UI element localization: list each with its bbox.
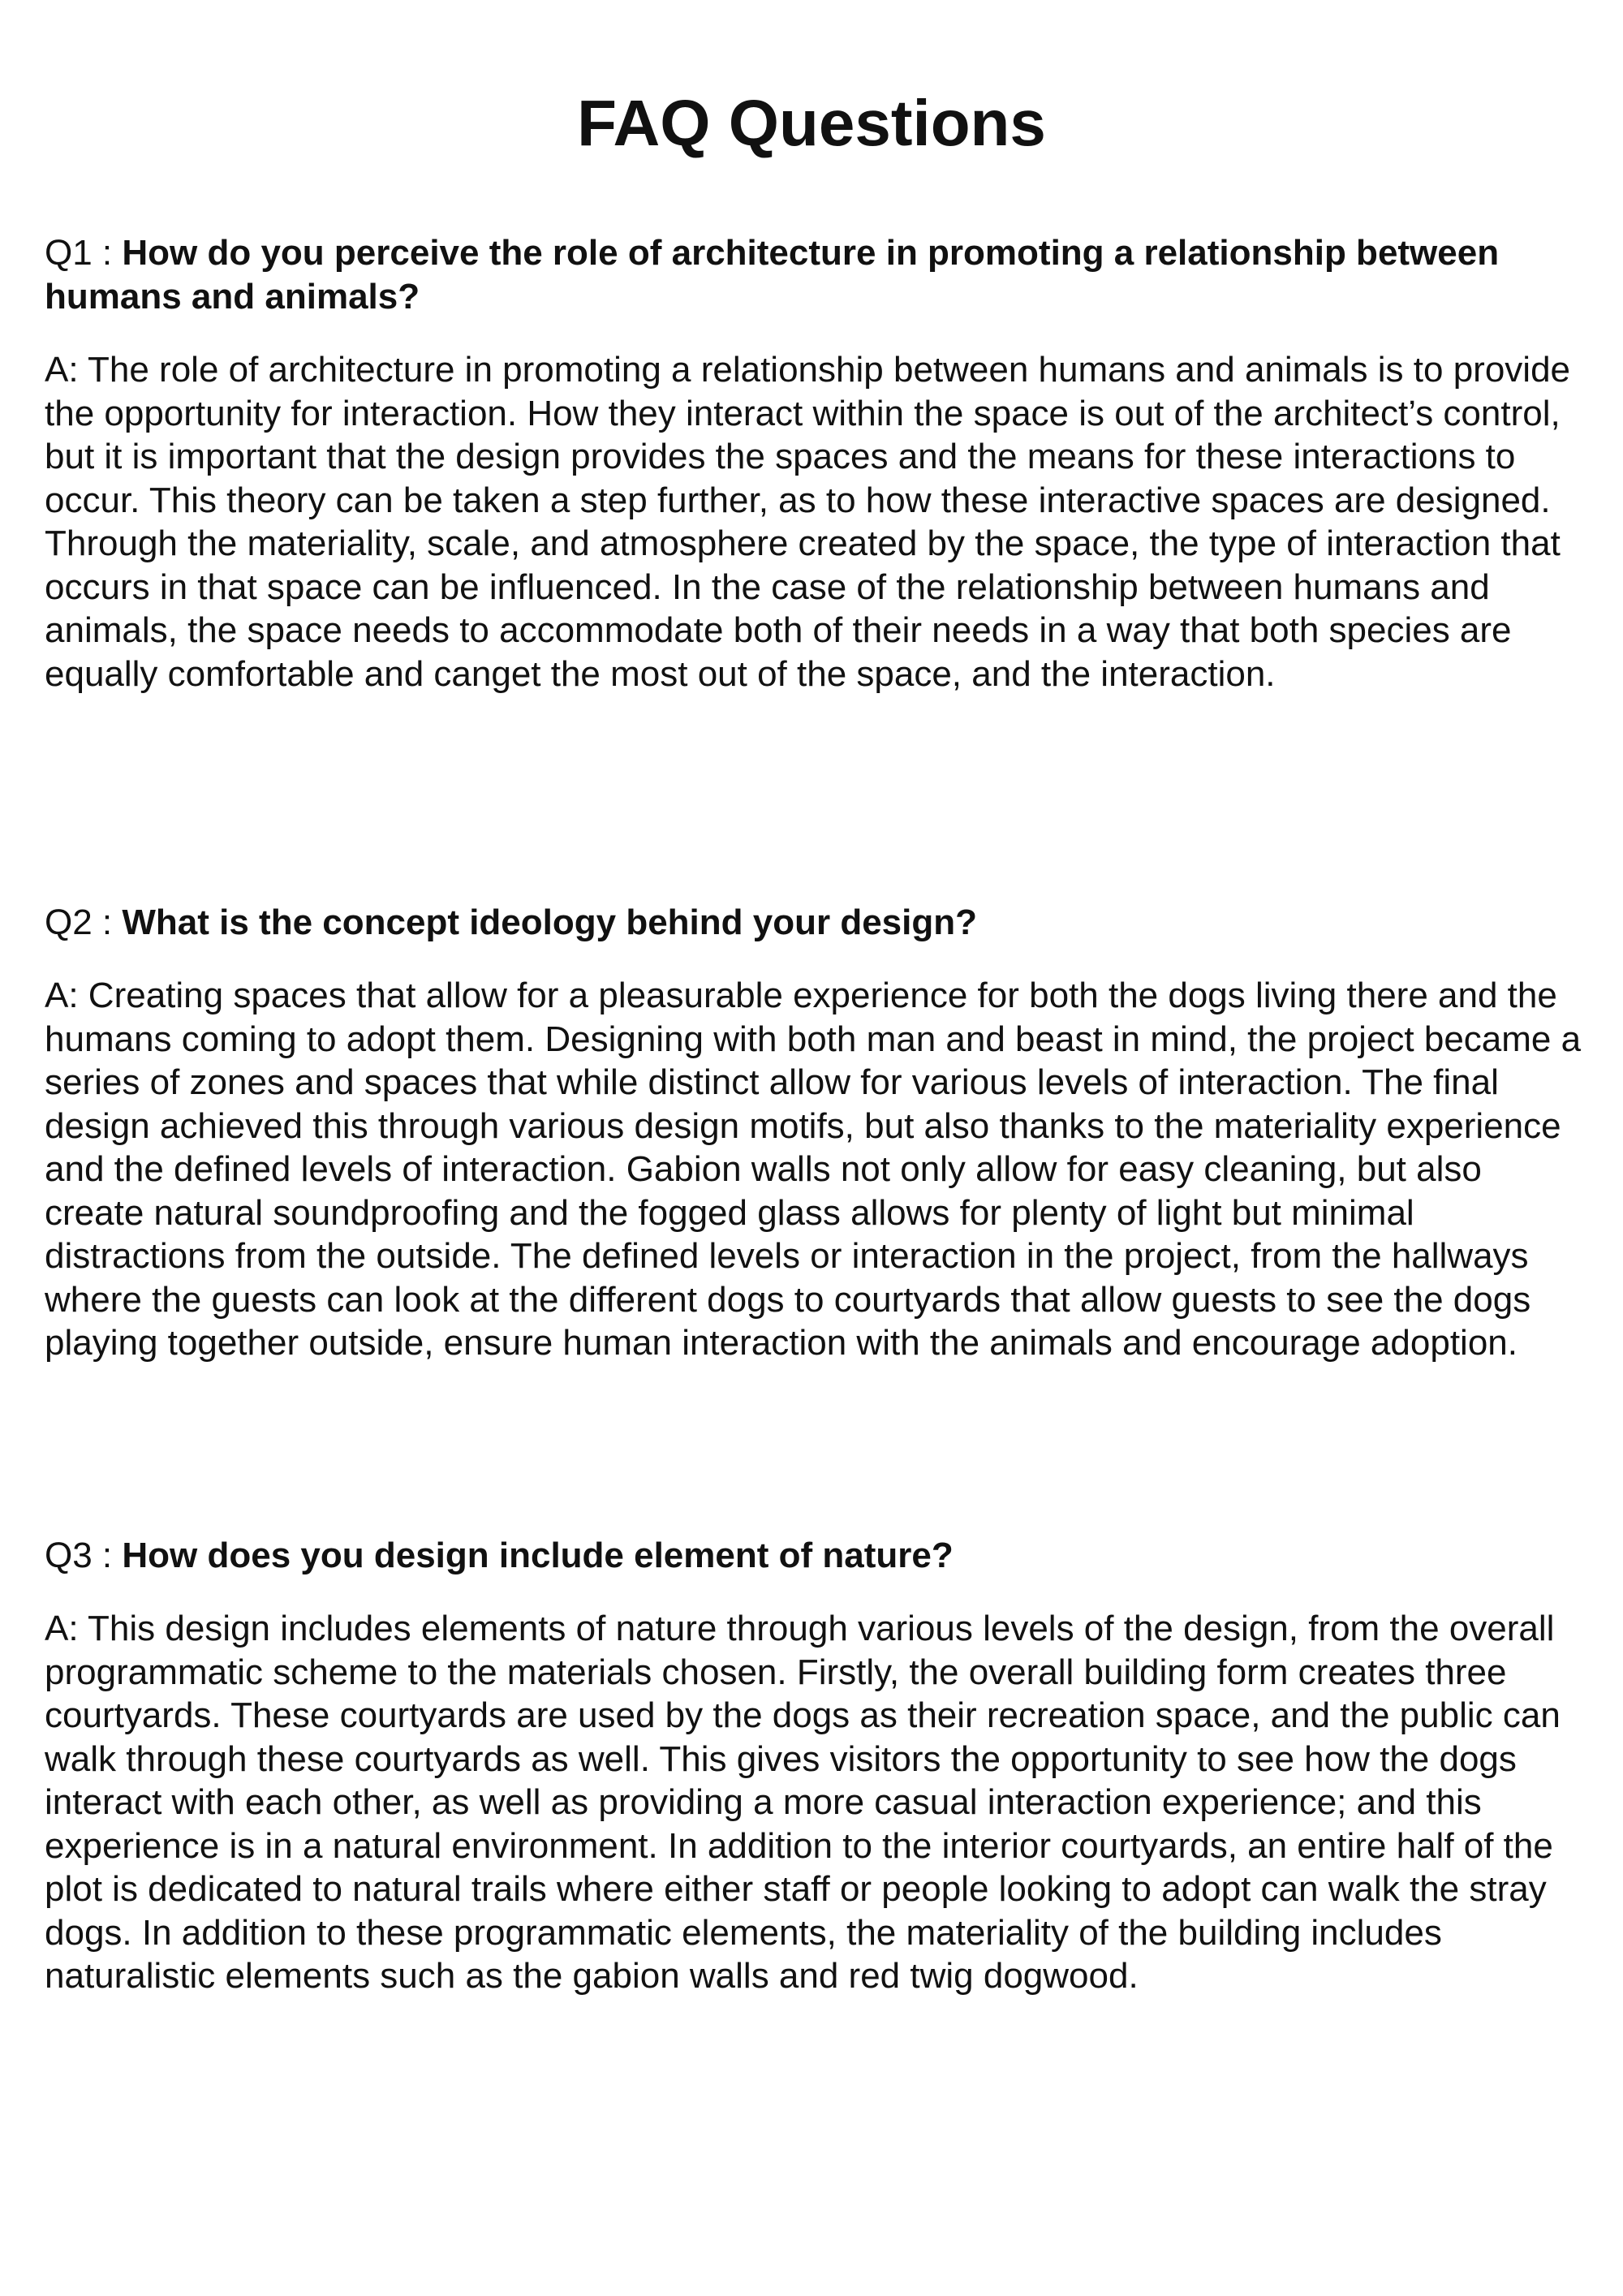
faq-answer: A: Creating spaces that allow for a pleasurable experience for both the dogs living there and the humans coming to adopt them. Designing with both man and beast in mind, the project became a series of zones and spaces that while distinct allow for various levels of interaction. The final design achieved this through various design motifs, but also thanks to the materiality experience and the defined levels of interaction. Gabion walls not only allow for easy cleaning, but also create natural soundproofing and the fogged glass allows for plenty of light but minimal distractions from the outside. The defined levels or interaction in the project, from the hallways where the guests can look at the different dogs to courtyards that allow guests to see the dogs playing together outside, ensure human interaction with the animals and encourage adoption. xyxy=(45,976,1582,1363)
question-label: Q1 : xyxy=(45,233,123,273)
faq-answer: A: The role of architecture in promoting a relationship between humans and animals is to provide the opportunity for interaction. How they interact within the space is out of the architect’s control, but it is important that the design provides the spaces and the means for these interactions to occur. This theory can be taken a step further, as to how these interactive spaces are designed. Through the materiality, scale, and atmosphere created by the space, the type of interaction that occurs in that space can be influenced. In the case of the relationship between humans and animals, the space needs to accommodate both of their needs in a way that both species are equally comfortable and canget the most out of the space, and the interaction. xyxy=(45,350,1571,694)
question-text: How does you design include element of nature? xyxy=(122,1536,954,1575)
faq-item-1 xyxy=(45,231,1586,696)
faq-item-3 xyxy=(45,1534,1586,1998)
faq-question xyxy=(45,1534,1586,1578)
faq-item-2 xyxy=(45,901,1586,1365)
question-label: Q2 : xyxy=(45,902,123,942)
question-text: How do you perceive the role of architecture in promoting a relationship between humans and animals? xyxy=(45,233,1500,317)
faq-question xyxy=(45,901,1586,945)
faq-question xyxy=(45,231,1586,319)
page-title: FAQ Questions xyxy=(577,87,1046,159)
question-label: Q3 : xyxy=(45,1536,123,1575)
faq-answer: A: This design includes elements of nature through various levels of the design, from the overall programmatic scheme to the materials chosen. Firstly, the overall building form creates three courtyards. These courtyards are used by the dogs as their recreation space, and the public can walk through these courtyards as well. This gives visitors the opportunity to see how the dogs interact with each other, as well as providing a more casual interaction experience; and this experience is in a natural environment. In addition to the interior courtyards, an entire half of the plot is dedicated to natural trails where either staff or people looking to adopt can walk the stray dogs. In addition to these programmatic elements, the materiality of the building includes naturalistic elements such as the gabion walls and red twig dogwood. xyxy=(45,1609,1561,1996)
question-text: What is the concept ideology behind your design? xyxy=(122,902,977,942)
